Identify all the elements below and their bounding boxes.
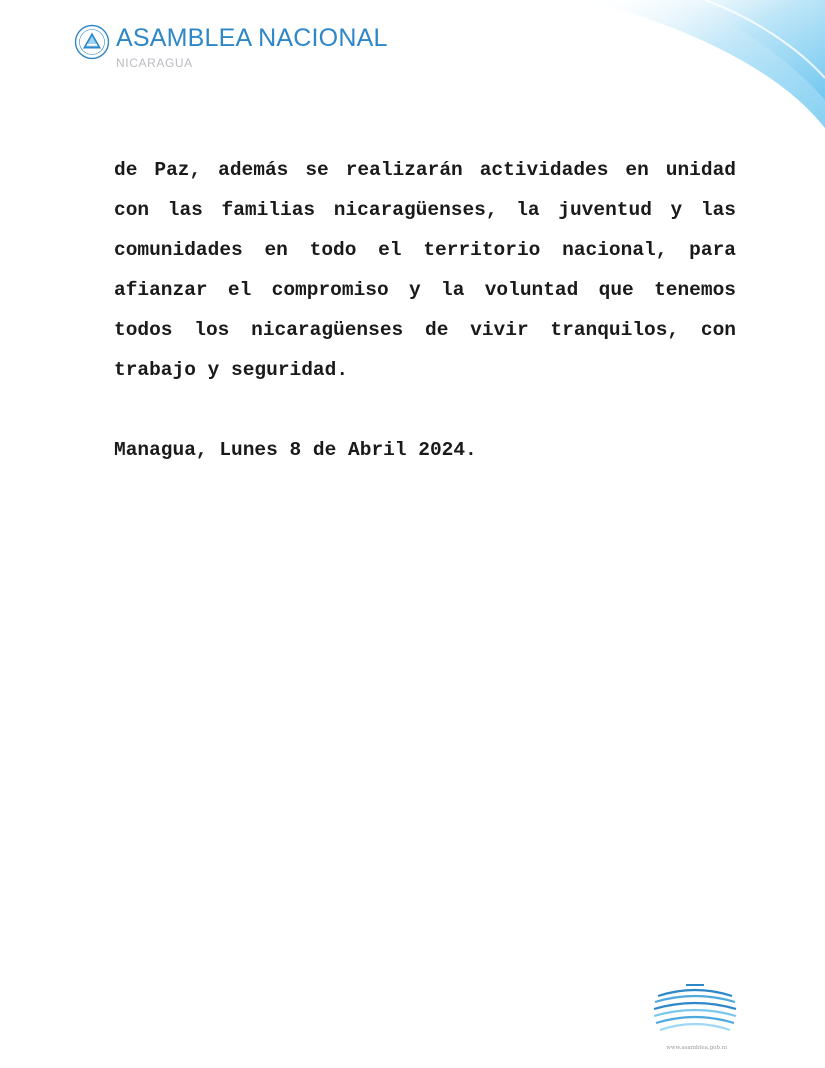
assembly-chamber-logo-icon [650,980,740,1040]
footer-website: www.asamblea.gob.ni [666,1045,727,1051]
corner-swoosh-decoration [565,0,825,140]
organization-name: ASAMBLEA NACIONAL [116,24,388,52]
organization-country: NICARAGUA [116,56,193,70]
nicaragua-coat-of-arms-icon [74,24,110,60]
dateline: Managua, Lunes 8 de Abril 2024. [114,439,477,461]
body-paragraph: de Paz, además se realizarán actividades en unidad con las familias nicaragüenses, la juventud y las comunidades en todo el territorio nacional, para afianzar el compromiso y la voluntad que tenemos todos los nicaragüenses de vivir tranquilos, con trabajo y seguridad. [114,159,736,381]
